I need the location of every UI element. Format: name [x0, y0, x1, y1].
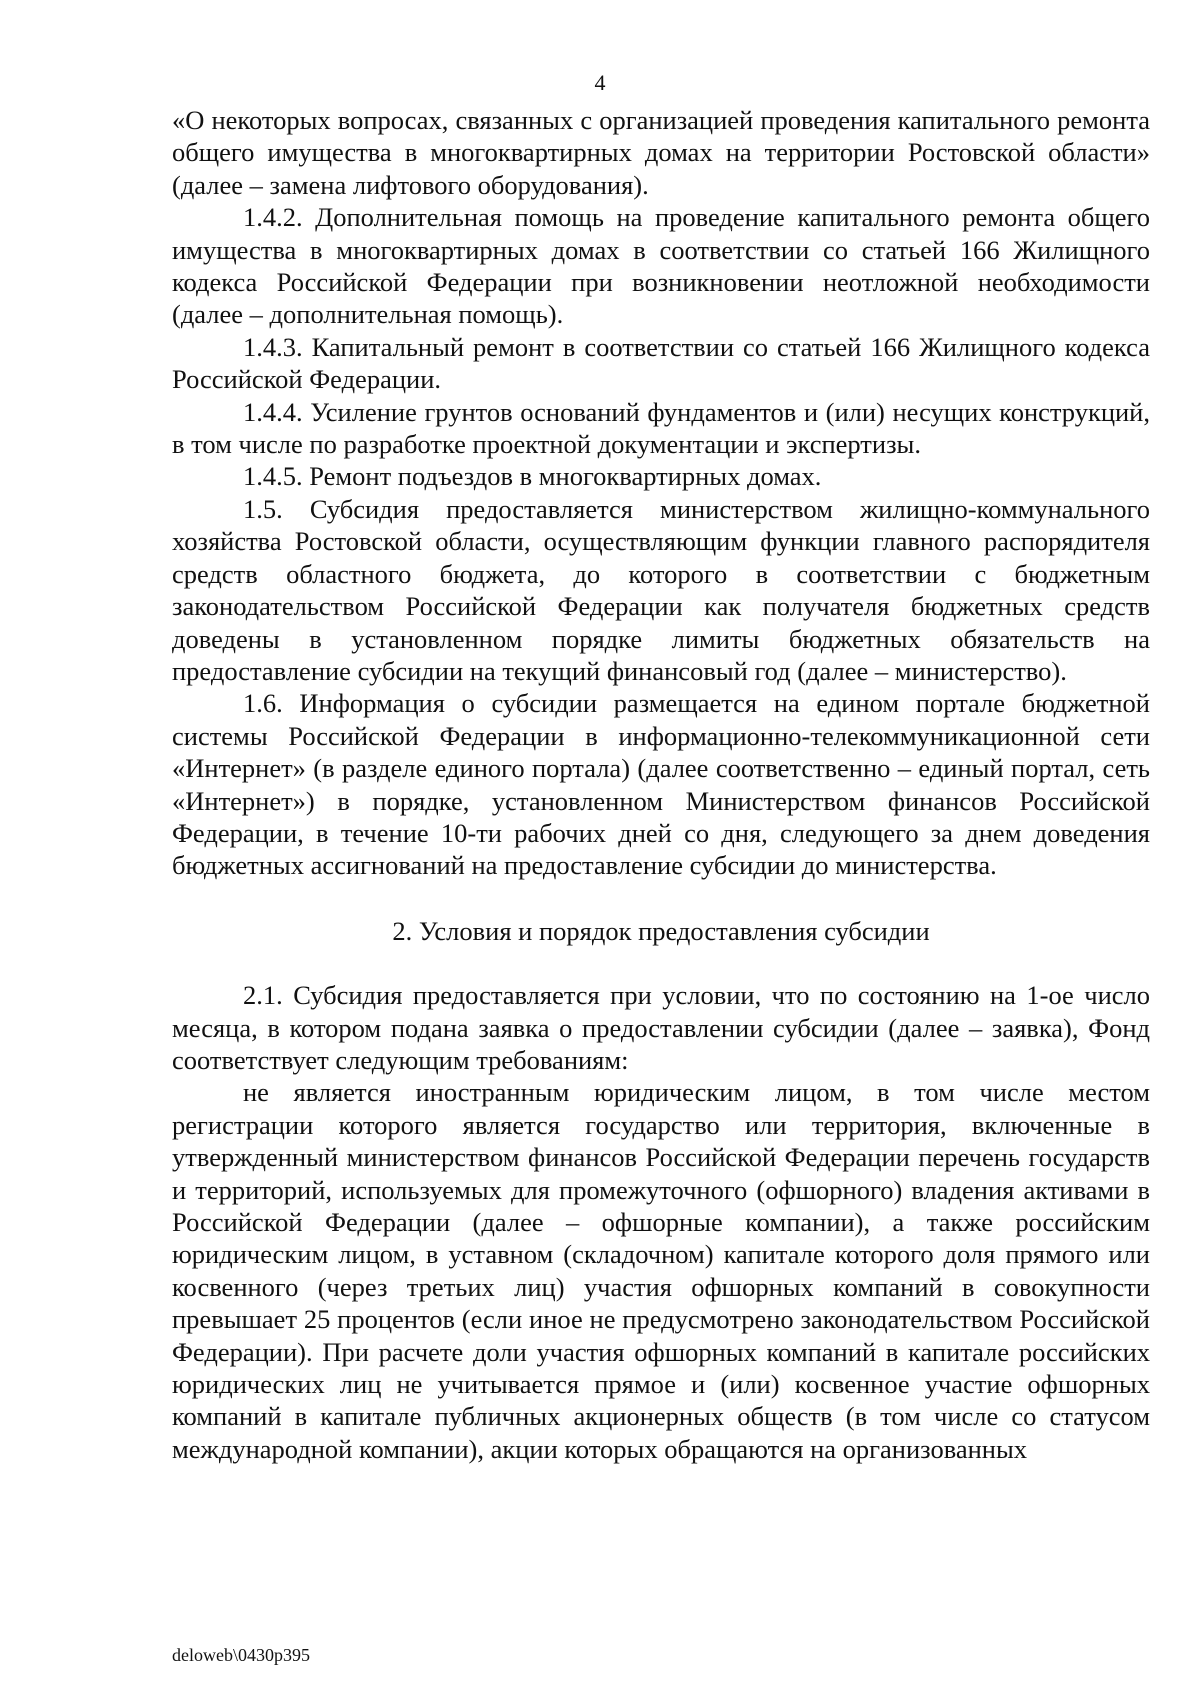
- paragraph: 2.1. Субсидия предоставляется при условии, что по состоянию на 1-ое число месяца, в котором подана заявка о предоставлении субсидии (далее – заявка), Фонд соответствует следующим требованиям:: [172, 980, 1150, 1075]
- paragraph: 1.6. Информация о субсидии размещается на едином портале бюджетной системы Российской Федерации в информационно-телекоммуникационной сети «Интернет» (в разделе единого портала) (далее соответственно – единый портал, сеть «Интернет») в порядке, установленном Министерством финансов Российской Федерации, в течение 10-ти рабочих дней со дня, следующего за днем доведения бюджетных ассигнований на предоставление субсидии до министерства.: [172, 688, 1150, 881]
- paragraph-group-after: [172, 979, 1150, 1465]
- paragraph: не является иностранным юридическим лицом, в том числе местом регистрации которого является государство или территория, включенные в утвержденный министерством финансов Российской Федерации перечень государств и территорий, используемых для промежуточного (офшорного) владения активами в Российской Федерации (далее – офшорные компании), а также российским юридическим лицом, в уставном (складочном) капитале которого доля прямого или косвенного (через третьих лиц) участия офшорных компаний в совокупности превышает 25 процентов (если иное не предусмотрено законодательством Российской Федерации). При расчете доли участия офшорных компаний в капитале российских юридических лиц не учитывается прямое и (или) косвенное участие офшорных компаний в капитале публичных акционерных обществ (в том числе со статусом международной компании), акции которых обращаются на организованных: [172, 1077, 1150, 1464]
- paragraph: 1.4.3. Капитальный ремонт в соответствии со статьей 166 Жилищного кодекса Российской Федерации.: [172, 331, 1150, 395]
- document-code: deloweb\0430p395: [172, 1645, 310, 1665]
- paragraph: 1.5. Субсидия предоставляется министерством жилищно-коммунального хозяйства Ростовской области, осуществляющим функции главного распорядителя средств областного бюджета, до которого в соответствии с бюджетным законодательством Российской Федерации как получателя бюджетных средств доведены в установленном порядке лимиты бюджетных обязательств на предоставление субсидии на текущий финансовый год (далее – министерство).: [172, 493, 1150, 686]
- section-heading: 2. Условия и порядок предоставления субсидии: [392, 915, 930, 946]
- paragraph: 1.4.2. Дополнительная помощь на проведение капитального ремонта общего имущества в многоквартирных домах в соответствии со статьей 166 Жилищного кодекса Российской Федерации при возникновении неотложной необходимости (далее – дополнительная помощь).: [172, 202, 1150, 330]
- document-body: [172, 104, 1150, 1465]
- paragraph: 1.4.5. Ремонт подъездов в многоквартирных домах.: [243, 461, 822, 492]
- paragraph-group-before: [172, 104, 1150, 882]
- paragraph: «О некоторых вопросах, связанных с организацией проведения капитального ремонта общего имущества в многоквартирных домах на территории Ростовской области» (далее – замена лифтового оборудования).: [172, 105, 1150, 200]
- paragraph: 1.4.4. Усиление грунтов оснований фундаментов и (или) несущих конструкций, в том числе по разработке проектной документации и экспертизы.: [172, 396, 1150, 460]
- page-number: 4: [594, 70, 606, 95]
